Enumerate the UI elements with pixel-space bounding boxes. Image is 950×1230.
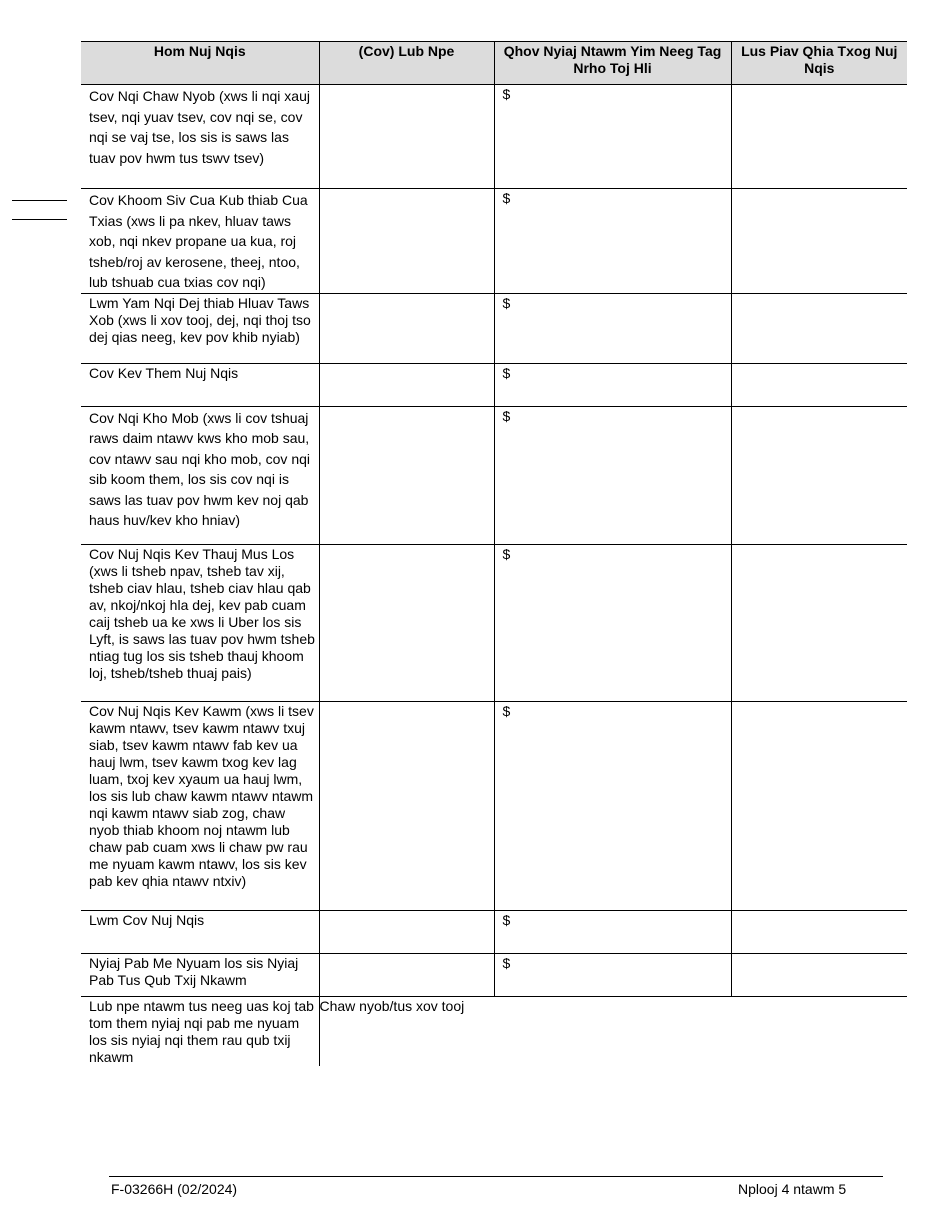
- expense-category: Nyiaj Pab Me Nyuam los sis Nyiaj Pab Tus Qub Txij Nkawm: [81, 953, 319, 996]
- description-field[interactable]: [731, 953, 907, 996]
- page-number: Nplooj 4 ntawm 5: [738, 1181, 847, 1197]
- description-field[interactable]: [731, 701, 907, 910]
- dollar-sign: $: [502, 294, 511, 311]
- expense-category: Lwm Yam Nqi Dej thiab Hluav Taws Xob (xws li xov tooj, dej, nqi thoj tso dej qias neeg, kev pov khib nyiab): [81, 293, 319, 363]
- header-expense-type: Hom Nuj Nqis: [81, 42, 319, 85]
- description-field[interactable]: [731, 406, 907, 544]
- amount-field[interactable]: [494, 85, 731, 189]
- header-monthly-amount: Qhov Nyiaj Ntawm Yim Neeg Tag Nrho Toj Hli: [494, 42, 731, 85]
- header-row: [81, 42, 907, 85]
- margin-mark-top: [12, 200, 67, 201]
- name-field[interactable]: [319, 363, 494, 406]
- header-description: Lus Piav Qhia Txog Nuj Nqis: [731, 42, 907, 85]
- amount-field[interactable]: [494, 701, 731, 910]
- expense-table: [81, 41, 907, 1066]
- name-field[interactable]: [319, 406, 494, 544]
- header-name: (Cov) Lub Npe: [319, 42, 494, 85]
- payee-row: [81, 996, 907, 1066]
- amount-field[interactable]: [494, 189, 731, 294]
- margin-mark-bottom: [12, 219, 67, 220]
- amount-field[interactable]: [494, 544, 731, 701]
- amount-field[interactable]: [494, 953, 731, 996]
- dollar-sign: $: [502, 954, 511, 971]
- table-row: [81, 363, 907, 406]
- address-phone-field[interactable]: [319, 996, 907, 1066]
- name-field[interactable]: [319, 953, 494, 996]
- table-row: [81, 406, 907, 544]
- description-field[interactable]: [731, 189, 907, 294]
- name-field[interactable]: [319, 910, 494, 953]
- description-field[interactable]: [731, 293, 907, 363]
- expense-category: Cov Nuj Nqis Kev Kawm (xws li tsev kawm ntawv, tsev kawm ntawv txuj siab, tsev kawm ntawv fab kev ua hauj lwm, tsev kawm txog kev lag luam, txoj kev xyaum ua hauj lwm, los sis lub chaw kawm ntawv ntawm nqi kawm ntawv siab zog, chaw nyob thiab khoom noj ntawm lub chaw pab cuam xws li chaw pw rau me nyuam kawm ntawv, los sis kev pab kev qhia ntawv ntxiv): [81, 701, 319, 910]
- description-field[interactable]: [731, 363, 907, 406]
- expense-category: Cov Nuj Nqis Kev Thauj Mus Los (xws li tsheb npav, tsheb tav xij, tsheb ciav hlau, tsheb ciav hlau qab av, nkoj/nkoj hla dej, kev pab cuam caij tsheb ua ke xws li Uber los sis Lyft, is saws las tuav pov hwm tsheb ntiag tug los sis tsheb thauj khoom loj, tsheb/tsheb thuaj pais): [81, 544, 319, 701]
- dollar-sign: $: [502, 702, 511, 719]
- table-row: [81, 85, 907, 189]
- payee-category: Lub npe ntawm tus neeg uas koj tab tom them nyiaj nqi pab me nyuam los sis nyiaj nqi them rau qub txij nkawm: [89, 997, 314, 1065]
- description-field[interactable]: [731, 85, 907, 189]
- footer-divider: [109, 1176, 883, 1177]
- dollar-sign: $: [502, 407, 511, 424]
- name-field[interactable]: [319, 293, 494, 363]
- expense-category: Cov Khoom Siv Cua Kub thiab Cua Txias (xws li pa nkev, hluav taws xob, nqi nkev propane ua kua, roj tsheb/roj av kerosene, theej, ntoo, lub tshuab cua txias cov nqi): [81, 189, 319, 294]
- amount-field[interactable]: [494, 363, 731, 406]
- table-row: [81, 953, 907, 996]
- name-field[interactable]: [319, 544, 494, 701]
- dollar-sign: $: [502, 86, 511, 102]
- table-row: [81, 701, 907, 910]
- name-field[interactable]: [319, 189, 494, 294]
- expense-category: Cov Nqi Kho Mob (xws li cov tshuaj raws daim ntawv kws kho mob sau, cov ntawv sau nqi kho mob, cov nqi sib koom them, los sis cov nqi is saws las tuav pov hwm kev noj qab haus huv/kev kho hniav): [81, 406, 319, 544]
- table-row: [81, 910, 907, 953]
- dollar-sign: $: [502, 364, 511, 381]
- amount-field[interactable]: [494, 293, 731, 363]
- description-field[interactable]: [731, 910, 907, 953]
- amount-field[interactable]: [494, 910, 731, 953]
- address-phone-label: Chaw nyob/tus xov tooj: [319, 997, 465, 1014]
- expense-category: Lwm Cov Nuj Nqis: [81, 910, 319, 953]
- dollar-sign: $: [502, 911, 511, 928]
- expense-category: Cov Nqi Chaw Nyob (xws li nqi xauj tsev, nqi yuav tsev, cov nqi se, cov nqi se vaj tse, los sis is saws las tuav pov hwm tus tswv tsev): [81, 85, 319, 189]
- name-field[interactable]: [319, 701, 494, 910]
- expense-category: Cov Kev Them Nuj Nqis: [81, 363, 319, 406]
- description-field[interactable]: [731, 544, 907, 701]
- table-row: [81, 293, 907, 363]
- name-field[interactable]: [319, 85, 494, 189]
- table-row: [81, 189, 907, 294]
- dollar-sign: $: [502, 190, 511, 206]
- form-id: F-03266H (02/2024): [111, 1181, 238, 1197]
- dollar-sign: $: [502, 545, 511, 562]
- table-row: [81, 544, 907, 701]
- amount-field[interactable]: [494, 406, 731, 544]
